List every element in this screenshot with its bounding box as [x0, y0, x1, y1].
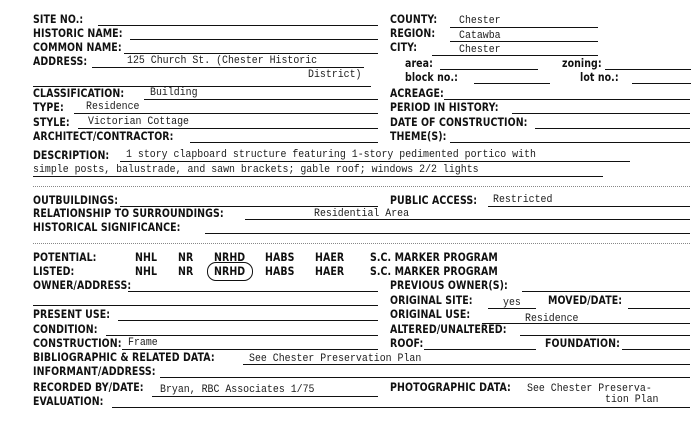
listed-option-sc-marker: S.C. MARKER PROGRAM [370, 264, 498, 278]
potential-option-nr: NR [178, 250, 194, 264]
moved-date-label: MOVED/DATE: [548, 293, 623, 307]
classification-line [144, 99, 378, 100]
description-line3 [33, 186, 690, 187]
previous-owners-line [522, 291, 690, 292]
classification-value: Building [150, 87, 198, 99]
relationship-label: RELATIONSHIP TO SURROUNDINGS: [33, 206, 224, 220]
original-site-line [488, 308, 536, 309]
recorded-by-label: RECORDED BY/DATE: [33, 380, 144, 394]
foundation-label: FOUNDATION: [545, 336, 620, 350]
city-label: CITY: [390, 40, 418, 54]
owner-address-label: OWNER/ADDRESS: [33, 278, 132, 292]
historic-name-line [130, 39, 378, 40]
historical-significance-line2 [33, 243, 690, 244]
owner-address-line1 [128, 291, 378, 292]
region-label: REGION: [390, 26, 436, 40]
city-value: Chester [459, 44, 501, 56]
style-label: STYLE: [33, 115, 70, 129]
listed-nrhd-circle [207, 262, 253, 281]
date-construction-line [535, 128, 690, 129]
lot-no-line [632, 83, 691, 84]
potential-option-habs: HABS [265, 250, 295, 264]
historical-significance-line1 [205, 233, 690, 234]
potential-label: POTENTIAL: [33, 250, 97, 264]
description-line2 [33, 176, 603, 177]
previous-owners-label: PREVIOUS OWNER(S): [390, 278, 508, 292]
listed-option-haer: HAER [315, 264, 345, 278]
listed-option-nhl: NHL [135, 264, 158, 278]
moved-date-line [628, 308, 690, 309]
common-name-label: COMMON NAME: [33, 40, 122, 54]
block-no-line [474, 83, 550, 84]
present-use-line [118, 320, 378, 321]
address-value-line2: District) [308, 69, 362, 81]
historical-significance-label: HISTORICAL SIGNIFICANCE: [33, 220, 181, 234]
acreage-label: ACREAGE: [390, 86, 444, 100]
lot-no-label: lot no.: [580, 70, 619, 84]
listed-option-habs: HABS [265, 264, 295, 278]
region-line [450, 41, 598, 42]
foundation-line [622, 349, 690, 350]
listed-option-nr: NR [178, 264, 194, 278]
county-value: Chester [459, 15, 501, 27]
public-access-label: PUBLIC ACCESS: [390, 193, 478, 207]
potential-option-nhl: NHL [135, 250, 158, 264]
present-use-label: PRESENT USE: [33, 307, 111, 321]
listed-option-nrhd: NRHD [214, 264, 246, 278]
condition-label: CONDITION: [33, 322, 98, 336]
description-value-line2: simple posts, balustrade, and sawn brackets; gable roof; windows 2/2 lights [33, 164, 479, 176]
themes-label: THEME(S): [390, 129, 447, 143]
zoning-label: zoning: [562, 56, 602, 70]
type-label: TYPE: [33, 100, 64, 114]
informant-label: INFORMANT/ADDRESS: [33, 364, 156, 378]
informant-line [160, 377, 690, 378]
roof-line [424, 349, 536, 350]
area-label: area: [405, 56, 433, 70]
architect-label: ARCHITECT/CONTRACTOR: [33, 129, 174, 143]
type-line [74, 113, 378, 114]
common-name-line [124, 53, 378, 54]
bibliographic-value: See Chester Preservation Plan [249, 353, 422, 365]
original-site-value: yes [503, 297, 521, 309]
recorded-by-line [152, 396, 378, 397]
photographic-label: PHOTOGRAPHIC DATA: [390, 380, 511, 394]
potential-option-nrhd: NRHD [214, 250, 246, 264]
historic-name-label: HISTORIC NAME: [33, 26, 123, 40]
address-label: ADDRESS: [33, 54, 88, 68]
original-site-label: ORIGINAL SITE: [390, 293, 473, 307]
potential-option-sc-marker: S.C. MARKER PROGRAM [370, 250, 498, 264]
themes-line [450, 142, 690, 143]
original-use-line [482, 323, 690, 324]
period-line [512, 113, 690, 114]
public-access-line [488, 206, 690, 207]
period-label: PERIOD IN HISTORY: [390, 100, 499, 114]
region-value: Catawba [459, 30, 501, 42]
construction-label: CONSTRUCTION: [33, 336, 122, 350]
description-line1 [120, 161, 630, 162]
condition-line [106, 335, 378, 336]
relationship-value: Residential Area [314, 208, 410, 220]
site-no-label: SITE NO.: [33, 12, 84, 26]
owner-address-line2 [33, 305, 378, 306]
listed-label: LISTED: [33, 264, 75, 278]
original-use-value: Residence [525, 313, 579, 325]
block-no-label: block no.: [405, 70, 458, 84]
potential-option-haer: HAER [315, 250, 345, 264]
bibliographic-label: BIBLIOGRAPHIC & RELATED DATA: [33, 350, 215, 364]
classification-label: CLASSIFICATION: [33, 86, 125, 100]
address-value-line1: 125 Church St. (Chester Historic [127, 55, 318, 67]
photographic-value-line2: tion Plan [605, 394, 659, 406]
style-value: Victorian Cottage [88, 116, 189, 128]
public-access-value: Restricted [493, 194, 553, 206]
address-line1 [92, 67, 364, 68]
outbuildings-label: OUTBUILDINGS: [33, 193, 119, 207]
construction-value: Frame [128, 337, 158, 349]
roof-label: ROOF: [390, 336, 424, 350]
architect-line [190, 142, 378, 143]
recorded-by-value: Bryan, RBC Associates 1/75 [160, 384, 315, 396]
bibliographic-line [243, 364, 690, 365]
site-no-line [98, 25, 378, 26]
evaluation-label: EVALUATION: [33, 394, 104, 408]
type-value: Residence [86, 101, 140, 113]
relationship-line [245, 219, 690, 220]
county-line [450, 27, 598, 28]
description-label: DESCRIPTION: [33, 148, 110, 162]
original-use-label: ORIGINAL USE: [390, 307, 471, 321]
county-label: COUNTY: [390, 12, 438, 26]
evaluation-line [112, 407, 690, 408]
date-construction-label: DATE OF CONSTRUCTION: [390, 115, 528, 129]
altered-label: ALTERED/UNALTERED: [390, 322, 507, 336]
description-value-line1: 1 story clapboard structure featuring 1-story pedimented portico with [126, 149, 536, 161]
photographic-value-line1: See Chester Preserva- [527, 383, 652, 395]
